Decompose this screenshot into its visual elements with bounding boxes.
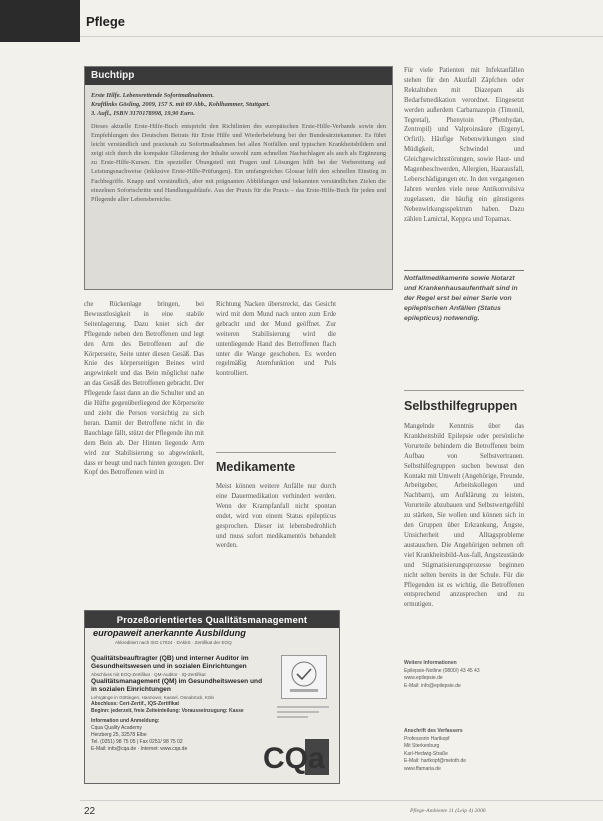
cqa-logo-text: CQa	[263, 742, 325, 775]
ad-banner: Prozeßorientiertes Qualitätsmanagement	[85, 611, 339, 628]
info-block	[404, 660, 524, 690]
section-title: Pflege	[86, 14, 126, 29]
book-tip-heading: Buchtipp	[85, 67, 392, 85]
certification-seal	[281, 655, 327, 699]
medikamente-rule	[216, 452, 336, 453]
cqa-logo	[261, 737, 331, 777]
advertisement-box	[84, 610, 340, 784]
author-name: Professorin Hartkopf	[404, 735, 450, 742]
book-tip-box	[84, 66, 393, 290]
quote-top-rule	[404, 270, 524, 271]
selbsthilfe-paragraph: Mangelnde Kenntnis über das Krankheitsbild Epilepsie oder persönliche Vorurteile behindern die Betroffenen beim Aufbau von Selbstvertrauen. Selbsthilfegruppen suchen bewusst den Kontakt mit Umwelt (Angehörige, Freunde, Arbeitgeber, Arbeitskollegen und Nachbarn), um Aufklärung zu leisten, Vorurteile abzubauen und Selbstwertgefühl zu stärken, Sie wollen und können sich in den Gruppen über Erkrankung, Ängste, Unsicherheit und Alltagsprobleme austauschen. Die Angehörigen nehmen oft viel Krankheitsbild-Aus-fall, Angstzustände und Stigmatisierungsprozesse beginnen nicht selten bereits in der Schule. Für die Pflegenden ist es wichtig, die Betroffenen entsprechend anzusprechen und zu ermutigen.	[404, 423, 524, 609]
page-number: 22	[84, 806, 96, 817]
info-hotline: Epilepsie-Notline (0800/) 43 45 43	[404, 667, 480, 674]
ad-course-qb-note: Abschluss mit EOQ-Zertifikat · QM-Auditor · IQ-Zertifikat	[91, 672, 206, 677]
bib-title: Erste Hilfe. Lebensrettende Sofortmaßnahmen.	[91, 92, 214, 99]
info-email[interactable]: E-Mail: info@epilepsie.de	[404, 682, 461, 689]
author-org: Mit Sterkenburg	[404, 743, 440, 749]
footer-rule	[80, 800, 603, 801]
ad-subtitle: europaweit anerkannte Ausbildung	[93, 628, 246, 638]
book-description: Dieses aktuelle Erste-Hilfe-Buch entspricht den Richtlinien des europäischen Erste-Hilfe-Verbands sowie den Empfehlungen des Deutschen Beirats für Erste Hilfe und Wiederbelebung bei der Bundesärztekammer. Es führt leicht verständlich und praxisnah zu Sofortmaßnahmen bei allen Notfällen und typischen Krankheitsbildern und zeigt sich durch die kompakte Gliederung der Inhalte sowohl zum schnellen Nachschlagen als auch als Ergänzung zu Erste-Hilfe-Kursen. Ein spezieller Übungsteil mit Fragen und Lösungen hilft bei der Vorbereitung auf Leistungsnachweise (inklusive Erste-Hilfe-Prüfungen). Ein umfangreiches Glossar hilft den schnellen Einstieg in Fachbegriffe. Knapp und verständlich, aber mit prägnanten Abbildungen und bekannten verständlichen Zielen die einzelnen Sofortschritte und Handlungsabläufe. Aus der Praxis für die Praxis – das Erste-Hilfe-Buch für jeden und Pflegende aller Lebensbereiche.	[91, 123, 386, 203]
ad-contact-address: Herzberg 25, 32578 Elbe	[91, 732, 147, 738]
selbsthilfe-heading: Selbsthilfegruppen	[404, 399, 518, 413]
seal-icon	[282, 656, 326, 698]
ad-contact-email[interactable]: E-Mail: info@cqa.de · Internet: www.cqa.de	[91, 746, 188, 752]
bib-isbn: 3. Aufl., ISBN 3170178998, 19,90 Euro.	[91, 110, 195, 117]
ad-contact-org: Cqua Quality Academy	[91, 725, 142, 731]
ad-contact-phone: Tel. (0251) 98 75 05 | Fax 0251/ 98 75 02	[91, 739, 183, 745]
info-website[interactable]: www.epilepsie.de	[404, 675, 443, 681]
header-block	[0, 0, 80, 42]
ad-course-qm: Qualitätsmanagement (QM) im Gesundheitswesen und in sozialen Einrichtungen	[91, 678, 263, 693]
col3-paragraph: Für viele Patienten mit Infektanfällen stehen für den Akutfall Zäpfchen oder Rektaltuben mit Diazepam als Bedarfsmedikation verordnet. Eingesetzt werden außerdem Carbamazepin (Timonil, Tegretal), Phenytoin (Phenhydan, Zentropil) und Valproinsäure (Ergenyl, Orfiril). Häufige Nebenwirkungen sind Müdigkeit, Schwindel und Gleichgewichtsstörungen, sowie Haut- und Magenbeschwerden, Allergien, Haarausfall, Leberschädigungen etc. In den vergangenen Jahren wurden viele neue Antikonvulsiva zugelassen, die häufig ein günstigeres Nebenwirkungsspektrum haben. Dazu zählen Lamictal, Keppra und Topamax.	[404, 67, 524, 223]
author-email[interactable]: E-Mail: hartkopf@meloth.de	[404, 758, 467, 764]
ad-course-qm-note: Lehrgänge in Göttingen, Hannover, Kassel, Osnabrück, Köln	[91, 695, 215, 700]
ad-course-qb: Qualitätsbeauftragter (QB) und interner Auditor im Gesundheitswesen und in sozialen Einrichtungen	[91, 655, 249, 670]
ad-small-print-block	[277, 703, 329, 733]
bib-publisher: Kraftlinks Gösling, 2009, 157 S. mit 69 Abb., Kohlhammer, Stuttgart.	[91, 101, 270, 108]
info-heading: Weitere Informationen	[404, 660, 457, 666]
ad-beginn: Beginn: jederzeit, freie Zeiteinteilung: Vorausseinzugung: Kasse	[91, 708, 244, 714]
col2-paragraph: Richtung Nacken überstreckt, das Gesicht wird mit dem Mund nach unten zum Erde gebracht und der Mund geöffnet. Zur weiteren Stabilisierung wird die untenliegende Hand des Betroffenen flach unter die Wange geschoben. Es werden regelmäßig Atemfunktion und Puls kontrolliert.	[216, 301, 336, 378]
header-rule	[80, 36, 603, 37]
cqa-logo-icon	[261, 737, 331, 777]
ad-contact-heading: Information und Anmeldung:	[91, 718, 160, 724]
medikamente-paragraph: Meist können weitere Anfälle nur durch eine Dauermedikation verhindert werden. Wenn der Krampfanfall nicht spontan endet, wird von einem Status epilepticus gesprochen. Dieser ist lebensbedrohlich und muss sofort medikamentös behandelt werden.	[216, 483, 336, 550]
ad-abschluss: Abschluss: Cert-Zertif., IQS-Zertifikat	[91, 701, 180, 707]
book-bibliography	[85, 85, 392, 120]
highlight-quote: Notfallmedikamente sowie Notarzt und Krankenhausaufenthalt sind in der Regel erst bei einer Serie von epileptischen Anfällen (Status epilepticus) notwendig.	[404, 275, 518, 322]
col1-paragraph: che Rückenlage bringen, bei Bewusstlosigkeit in eine stabile Seitenlagerung. Dazu kniet sich der Pflegende neben den Betroffenen und legt den Arm des Betroffenen auf die Körperseite, Seite unter diesen Gesäß. Das Knie des körperseitigen Beines wird angewinkelt und das Bein möglichst nahe an das Gesäß des Betroffenen gebracht. Der Pflegende fasst dann an die Schulter und an die Hüfte gegenüberliegend der Körperseite und zieht die Person vorsichtig zu sich heran. Damit der Betroffene nicht in die Bauchlage fällt, stützt der Pflegende ihn mit dem Bein ab. Der Hinten liegende Arm wird zur Stabilisierung so abgewinkelt, dass er beugt und nach hinten gezogen. Der Kopf des Betroffenen wird in	[84, 301, 204, 477]
selbsthilfe-rule	[404, 390, 524, 391]
ad-accreditation: Akkreditiert nach ISO 17024 · DAkkS · Zertifikat der EOQ	[115, 640, 232, 645]
author-street: Karl-Hedwig-Straße	[404, 750, 448, 757]
medikamente-heading: Medikamente	[216, 460, 296, 474]
author-heading: Anschrift des Verfassers	[404, 728, 463, 734]
journal-citation: Pflege-Ambiente 11 (Leip 4) 2006	[410, 808, 486, 814]
ad-text-block	[91, 655, 269, 753]
author-website[interactable]: www.ffamaria.de	[404, 765, 441, 772]
author-block	[404, 728, 524, 773]
